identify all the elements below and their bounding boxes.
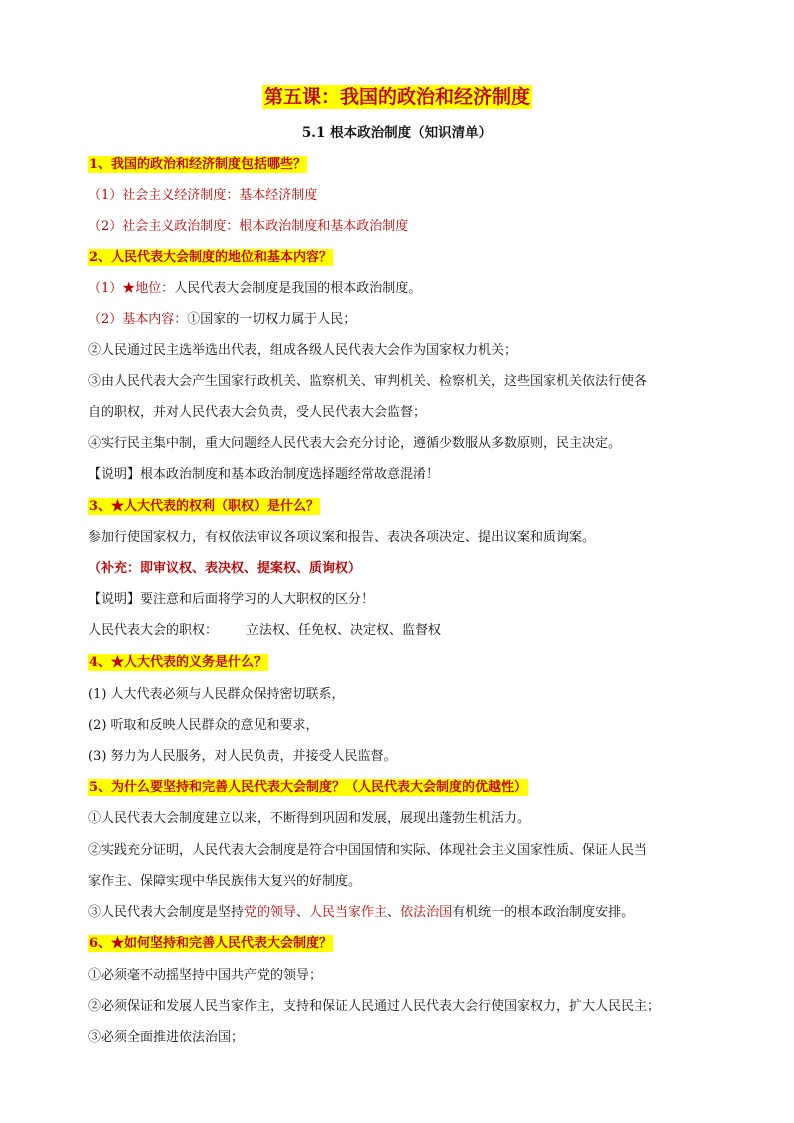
q5-line-1: ①人民代表大会制度建立以来，不断得到巩固和发展，展现出蓬勃生机活力。 — [88, 811, 531, 826]
q1-line-1: （1）社会主义经济制度：基本经济制度 — [88, 188, 318, 203]
q6-line-2: ②必须保证和发展人民当家作主，支持和保证人民通过人民代表大会行使国家权力，扩大人民民主； — [88, 999, 661, 1014]
q3-line-2: （补充：即审议权、表决权、提案权、质询权） — [88, 561, 362, 576]
q6-line-3: ③必须全面推进依法治国； — [88, 1030, 245, 1045]
q2-line-5: 自的职权，并对人民代表大会负责，受人民代表大会监督； — [88, 405, 427, 420]
q4-line-2: (2) 听取和反映人民群众的意见和要求， — [88, 718, 319, 733]
q2-line-1: （1）★地位：人民代表大会制度是我国的根本政治制度。 — [88, 281, 422, 296]
q2-note: 【说明】根本政治制度和基本政治制度选择题经常故意混淆！ — [88, 467, 440, 482]
question-3-heading: 3、★人大代表的权利（职权）是什么？ — [89, 499, 320, 514]
q2-line-3: ②人民通过民主选举选出代表，组成各级人民代表大会作为国家权力机关； — [88, 343, 518, 358]
lesson-title: 第五课：我国的政治和经济制度 — [263, 86, 530, 108]
question-4-heading: 4、★人大代表的义务是什么？ — [89, 655, 268, 670]
question-1-heading: 1、我国的政治和经济制度包括哪些？ — [89, 157, 307, 172]
q4-line-3: (3) 努力为人民服务，对人民负责，并接受人民监督。 — [88, 749, 397, 764]
q2-line-6: ④实行民主集中制，重大问题经人民代表大会充分讨论，遵循少数服从多数原则，民主决定。 — [88, 436, 622, 451]
q4-line-1: (1) 人大代表必须与人民群众保持密切联系， — [88, 687, 345, 702]
section-subtitle: 5.1 根本政治制度（知识清单） — [301, 125, 493, 141]
question-2-heading: 2、人民代表大会制度的地位和基本内容？ — [89, 250, 333, 265]
q5-line-4: ③人民代表大会制度是坚持党的领导、人民当家作主、依法治国有机统一的根本政治制度安排。 — [88, 905, 635, 920]
q3-line-3: 人民代表大会的职权： 立法权、任免权、决定权、监督权 — [88, 623, 442, 638]
question-5-heading: 5、为什么要坚持和完善人民代表大会制度？（人民代表大会制度的优越性） — [89, 780, 528, 795]
q5-line-3: 家作主、保障实现中华民族伟大复兴的好制度。 — [88, 874, 362, 889]
q3-note: 【说明】要注意和后面将学习的人大职权的区分！ — [88, 592, 375, 607]
q6-line-1: ①必须毫不动摇坚持中国共产党的领导； — [88, 968, 323, 983]
q2-line-2: （2）基本内容：①国家的一切权力属于人民； — [88, 312, 357, 327]
q5-line-2: ②实践充分证明，人民代表大会制度是符合中国国情和实际、体现社会主义国家性质、保证人民当 — [88, 843, 648, 858]
question-6-heading: 6、★如何坚持和完善人民代表大会制度？ — [89, 936, 333, 951]
q2-line-4: ③由人民代表大会产生国家行政机关、监察机关、审判机关、检察机关，这些国家机关依法行使各 — [88, 374, 648, 389]
q1-line-2: （2）社会主义政治制度：根本政治制度和基本政治制度 — [88, 219, 409, 234]
q3-line-1: 参加行使国家权力，有权依法审议各项议案和报告、表决各项决定、提出议案和质询案。 — [88, 530, 596, 545]
